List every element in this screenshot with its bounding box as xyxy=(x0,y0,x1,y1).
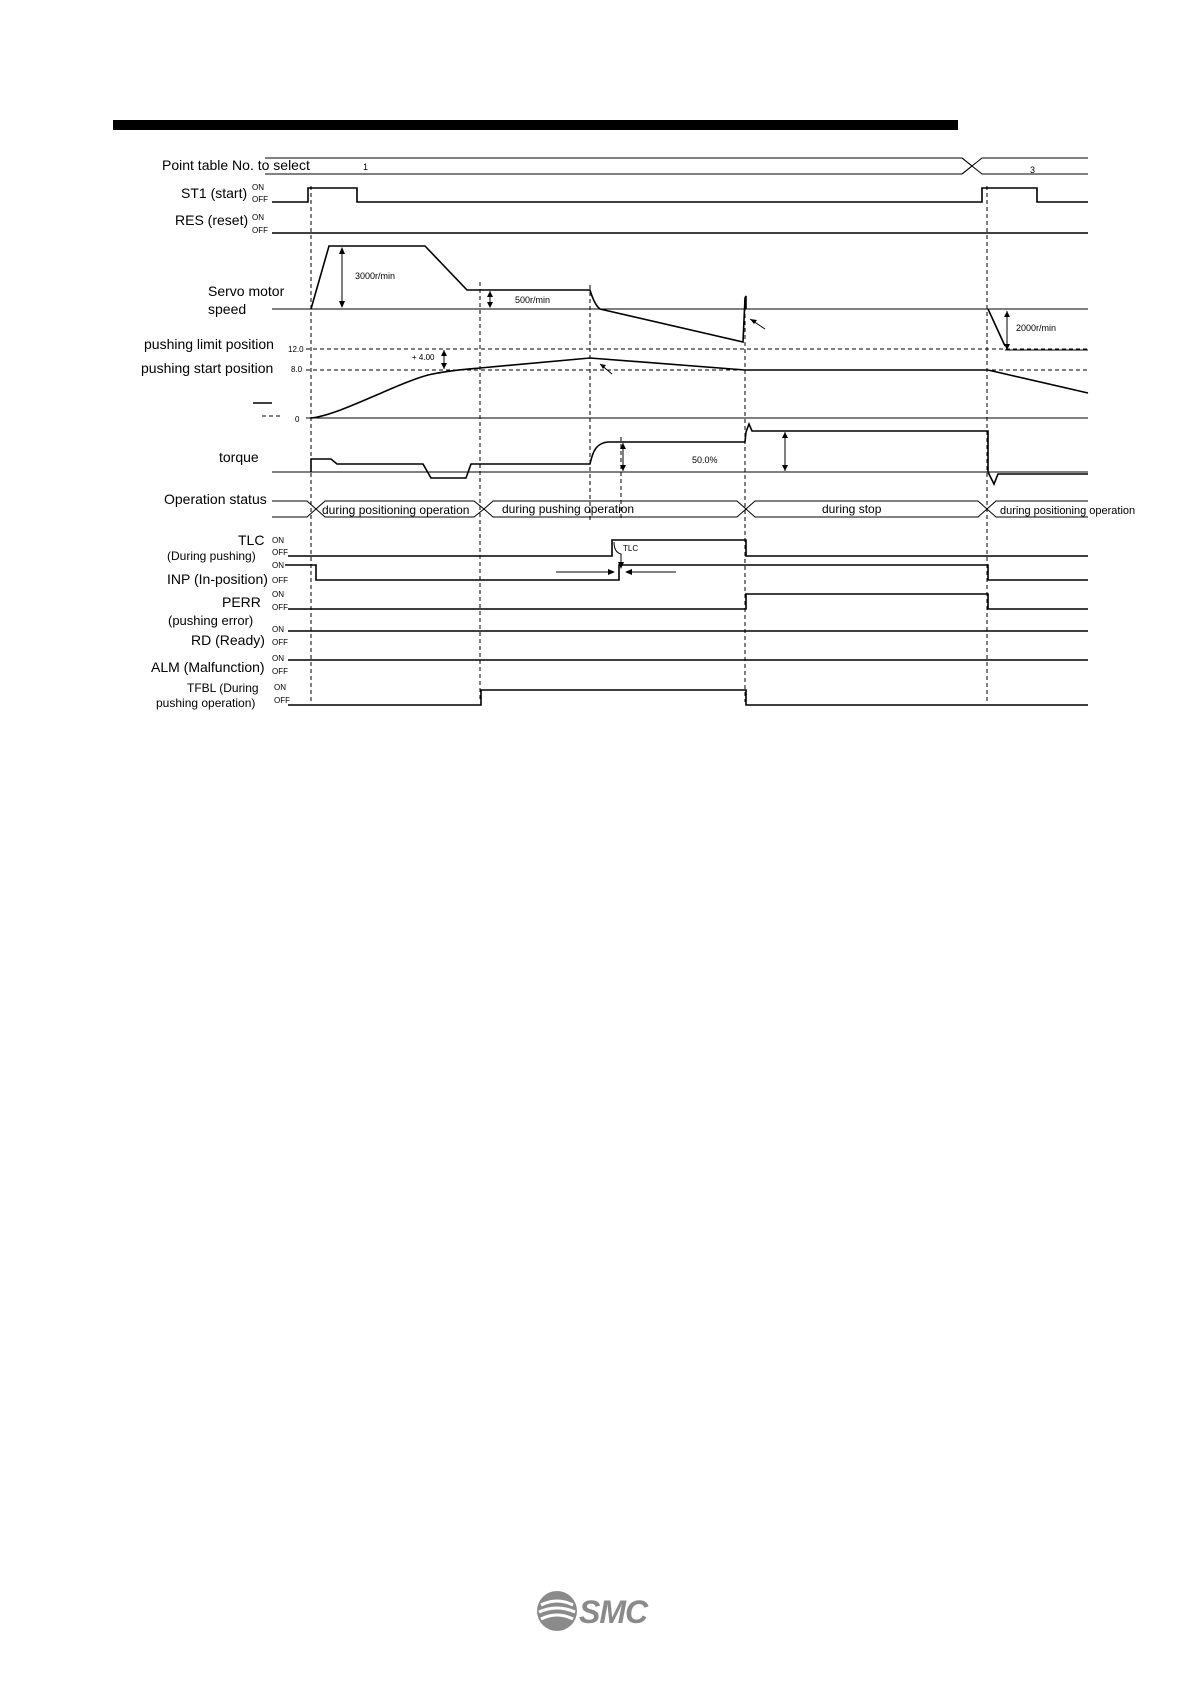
position-12-label: 12.0 xyxy=(288,345,304,354)
legend-marks xyxy=(253,403,280,416)
point-table-value-3: 3 xyxy=(1030,165,1036,175)
tlc-label-line1: TLC xyxy=(238,532,265,548)
perr-on-label: ON xyxy=(272,590,284,599)
point-table-value-1: 1 xyxy=(363,162,369,172)
res-label: RES (reset) xyxy=(175,212,249,228)
servo-speed-label-line1: Servo motor xyxy=(208,283,285,299)
rd-on-label: ON xyxy=(272,625,284,634)
tfbl-on-label: ON xyxy=(274,683,286,692)
smc-logo-mark xyxy=(537,1591,577,1631)
alm-off-label: OFF xyxy=(272,667,288,676)
inp-label: INP (In-position) xyxy=(167,571,268,587)
speed-500-label: 500r/min xyxy=(515,295,551,305)
perr-signal xyxy=(288,594,1088,609)
rd-label: RD (Ready) xyxy=(191,632,265,648)
status-stop: during stop xyxy=(822,502,882,516)
st1-label: ST1 (start) xyxy=(181,185,248,201)
torque-waveform xyxy=(311,424,1088,484)
point-table-label: Point table No. to select xyxy=(162,157,310,173)
st1-off-label: OFF xyxy=(252,195,268,204)
st1-on-label: ON xyxy=(252,183,264,192)
position-waveform xyxy=(311,358,1088,418)
speed-2000-label: 2000r/min xyxy=(1016,323,1057,333)
smc-logo xyxy=(535,1588,670,1634)
perr-label-line2: (pushing error) xyxy=(168,613,254,628)
torque-percent-label: 50.0% xyxy=(692,455,718,465)
res-off-label: OFF xyxy=(252,226,268,235)
alm-label: ALM (Malfunction) xyxy=(151,659,265,675)
reference-lines xyxy=(311,186,987,702)
status-positioning-1: during positioning operation xyxy=(322,503,470,517)
tlc-delay-label: TLC xyxy=(623,544,639,553)
perr-off-label: OFF xyxy=(272,603,288,612)
inp-delay-arrows xyxy=(556,569,676,575)
servo-speed-label-line2: speed xyxy=(208,301,247,317)
inp-signal xyxy=(285,565,1088,580)
torque-label: torque xyxy=(219,449,259,465)
status-pushing: during pushing operation xyxy=(502,502,635,516)
point-table-bus xyxy=(265,158,1088,174)
tlc-on-label: ON xyxy=(272,536,284,545)
timing-chart xyxy=(0,0,1191,720)
tfbl-off-label: OFF xyxy=(274,696,290,705)
position-0-label: 0 xyxy=(295,415,300,424)
tfbl-label-line2: pushing operation) xyxy=(156,696,256,710)
tfbl-label-line1: TFBL (During xyxy=(187,681,259,695)
smc-logo-text: SMC xyxy=(579,1594,648,1630)
speed-3000-label: 3000r/min xyxy=(355,271,396,281)
torque-arrows xyxy=(620,432,788,471)
tlc-signal xyxy=(288,540,1088,556)
tlc-delay-arrow xyxy=(614,542,621,562)
inp-on-label: ON xyxy=(272,561,284,570)
st1-signal xyxy=(272,188,1088,202)
operation-status-label: Operation status xyxy=(164,491,267,507)
servo-speed-waveform xyxy=(311,246,1005,346)
perr-label-line1: PERR xyxy=(222,594,261,610)
status-positioning-2: during positioning operation xyxy=(1000,505,1136,517)
position-offset-label: + 4.00 xyxy=(412,353,435,362)
inp-off-label: OFF xyxy=(272,576,288,585)
tlc-off-label: OFF xyxy=(272,548,288,557)
tfbl-signal xyxy=(288,690,1088,705)
pushing-start-label: pushing start position xyxy=(141,360,274,376)
pushing-limit-label: pushing limit position xyxy=(144,336,274,352)
alm-on-label: ON xyxy=(272,654,284,663)
position-8-label: 8.0 xyxy=(291,365,303,374)
res-on-label: ON xyxy=(252,213,264,222)
rd-off-label: OFF xyxy=(272,638,288,647)
tlc-label-line2: (During pushing) xyxy=(167,549,256,563)
